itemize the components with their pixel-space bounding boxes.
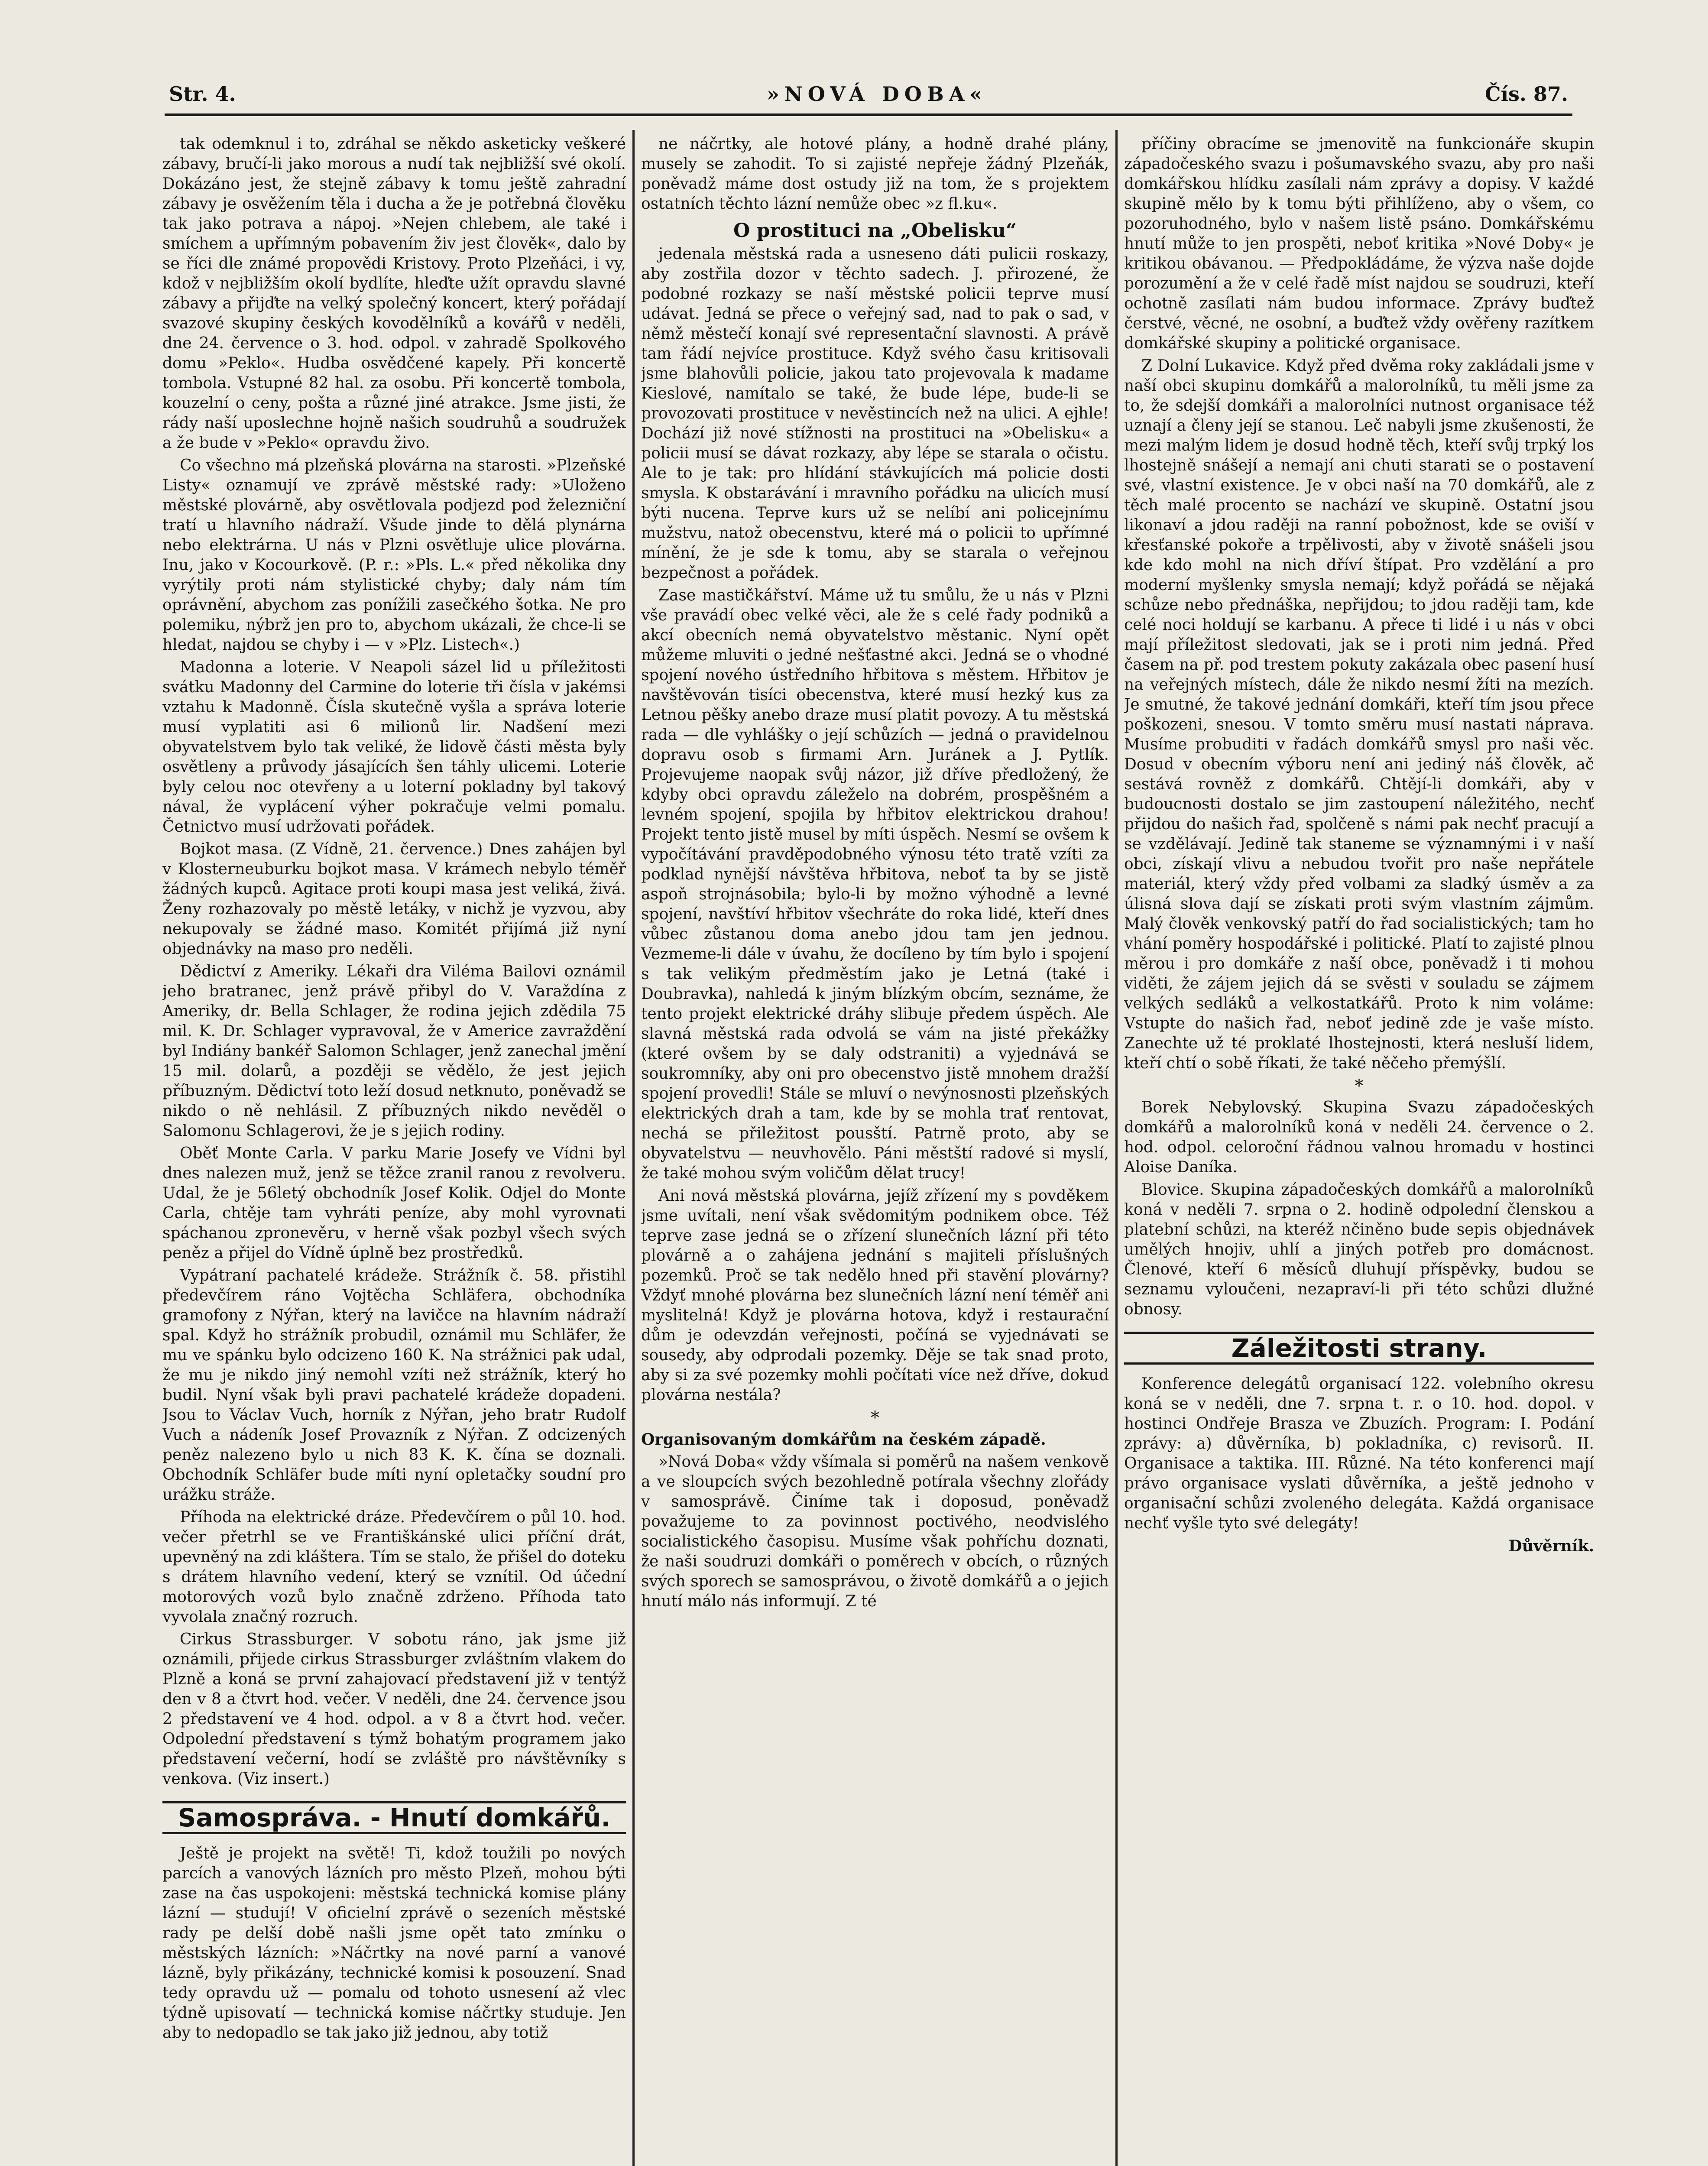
separator-star: * [871, 1408, 879, 1428]
article-paragraph: Borek Nebylovský. Skupina Svazu západočeských domkářů a malorolníků koná v neděli 24. července o 2. hod. odpol. celoroční řádnou valnou hromadu v hostinci Aloise Daníka. [1124, 1099, 1594, 1176]
column-divider [632, 130, 635, 2166]
article-paragraph: Oběť Monte Carla. V parku Marie Josefy ve Vídni byl dnes nalezen muž, jenž se těžce zranil ranou z revolveru. Udal, že je 56letý obchodník Josef Kolik. Odjel do Monte Carla, chtěje tam vyhráti peníze, aby mohl vyrovnati spáchanou zpronevěru, v herně však pozbyl všech svých peněz a přijel do Vídně úplně bez prostředků. [162, 1145, 626, 1262]
article-paragraph: Příhoda na elektrické dráze. Předevčírem o půl 10. hod. večer přetrhl se ve Františkánské ulici příční drát, upevněný na zdi kláštera. Tím se stalo, že přišel do doteku s drátem hlavního vedení, který se vznítil. Od účední motorových vozů bylo značně zdrženo. Příhoda tato vyvolala značný rozruch. [162, 1508, 626, 1626]
article-paragraph: jedenala městská rada a usneseno dáti pulicii roskazy, aby zostřila dozor v těchto sadech. J. přirozené, že podobné rozkazy se naší městské policii teprve musí udávat. Jedná se přece o veřejný sad, nad to pak o sad, v němž městečí konají své representační slavnosti. A právě tam řádí nejvíce prostituce. Když svého času kritisovali jsme blahovůli policie, jakou tato projevovala k madame Kieslové, namítalo se také, že bude lépe, bude-li se provozovati prostituce v nevěstincích než na ulici. A ejhle! Dochází již nové stížnosti na prostituci na »Obelisku« a policii musí se dávat rozkazy, aby lépe se starala o očistu. Ale to je tak: pro hlídání stávkujících má policie dosti smysla. K obstarávání i mravního pořádku na ulicích musí býti nucena. Teprve kurs už se nelíbí ani policejnímu mužstvu, natož obecenstvu, které má o policii to upřímné mínění, že je sde k tomu, aby se starala o veřejnou bezpečnost a pořádek. [641, 245, 1109, 582]
separator-star: * [1355, 1076, 1364, 1096]
column-1 [162, 134, 626, 2166]
article-paragraph: ne náčrtky, ale hotové plány, a hodně drahé plány, musely se zahodit. To si zajisté nepřeje žádný Plzeňák, poněvadž máme dost ostudy již na tom, že s projektem ostatních těchto lázní nemůže obec »z fl.ku«. [641, 135, 1109, 213]
article-paragraph: příčiny obracíme se jmenovitě na funkcionáře skupin západočeského svazu i pošumavského svazu, aby pro naši domkářskou hlídku zasílali nám zprávy a dopisy. V každé skupině mělo by k tomu býti přihlíženo, aby o všem, co pozoruhodného, bylo v našem listě psáno. Domkářskému hnutí může to jen prospěti, neboť kritika »Nové Doby« je kritikou obávanou. — Předpokládáme, že výzva naše dojde porozumění a že v celé řadě míst najdou se soudruzi, kteří ochotně zasílati nám budou informace. Zprávy buďtež čerstvé, věcné, ne osobní, a buďtež vždy ověřeny razítkem domkářské skupiny a politické organisace. [1124, 135, 1594, 352]
article-paragraph: Konference delegátů organisací 122. volebního okresu koná se v neděli, dne 7. srpna t. r. o 10. hod. dopol. v hostinci Ondřeje Brasza ve Zbuzích. Program: I. Podání zprávy: a) důvěrníka, b) pokladníka, c) revisorů. II. Organisace a taktika. III. Různé. Na této konferenci mají právo organisace vyslati důvěrníka, a ještě jednoho v organisační schůzi zvoleného delegáta. Každá organisace nechť vyšle tyto své delegáty! [1124, 1375, 1594, 1532]
signature: Důvěrník. [1508, 1537, 1594, 1555]
issue-number: Čís. 87. [1484, 82, 1568, 106]
article-paragraph: Ani nová městská plovárna, jejíž zřízení my s povděkem jsme uvítali, není však svědomitým podnikem obce. Též teprve zase jedná se o zřízení slunečních lázní při této plovárně a o zahájena jednání s majiteli příslušných pozemků. Proč se tak nedělo hned při stavění plovárny? Vždyť mnohé plovárna bez slunečních lázní není téměř ani myslitelná! Když je plovárna hotova, když i restaurační dům je odevzdán veřejnosti, počíná se vyjednávati se sousedy, aby odprodali pozemky. Děje se tak snad proto, aby si za své pozemky mohli počítati více než dříve, dokud plovárna nestála? [641, 1187, 1109, 1404]
page-header [169, 82, 1568, 108]
column-3 [1124, 134, 1594, 2166]
article-paragraph: Ještě je projekt na světě! Ti, kdož toužili po nových parcích a vanových lázních pro město Plzeň, mohou býti zase na čas uspokojeni: městská technická komise plány lázní — studují! V oficielní zprávě o sezeních městské rady pe delší době našli jsme opět tato zmínku o městských lázních: »Náčrtky na nové parní a vanové lázně, byly přikázány, technické komisi k posouzení. Snad tedy opravdu už — pomalu od tohoto usnesení až vlec týdně upisovatí — technická komise náčrtky studuje. Jen aby to nedopadlo se tak jako již jednou, aby totiž [162, 1845, 626, 2042]
column-divider [1115, 130, 1118, 2166]
article-lead: Organisovaným domkářům na českém západě. [641, 1430, 1046, 1449]
column-2 [641, 134, 1109, 2166]
article-paragraph: Vypátraní pachatelé krádeže. Strážník č. 58. přistihl předevčírem ráno Vojtěcha Schläfera, obchodníka gramofony z Nýřan, který na lavičce na hlavním nádraží spal. Když ho strážník probudil, oznámil mu Schläfer, že mu ve spánku bylo odcizeno 160 K. Na strážnici pak udal, že mu je nikdo jiný nemohl vzíti než strážník, který ho budil. Nyní však byli pravi pachatelé krádeže dopadeni. Jsou to Václav Vuch, horník z Nýřan, jeho bratr Rudolf Vuch a nádeník Josef Provazník z Nýřan. Z odcizených peněz nalezeno bylo u nich 83 K. K. čína se doznali. Obchodník Schläfer bude míti nyní opletačky soudní pro urážku stráže. [162, 1267, 626, 1504]
article-paragraph: Madonna a loterie. V Neapoli sázel lid u příležitosti svátku Madonny del Carmine do loterie tři čísla v jakémsi vztahu k Madonně. Čísla skutečně vyšla a správa loterie musí vyplatiti asi 6 milionů lir. Nadšení mezi obyvatelstvem bylo tak veliké, že lidově části města byly osvětleny a průvody jásajících šen táhly ulicemi. Loterie byly celou noc otevřeny a u loterní pokladny byl takový nával, že vyplácení výher pokračuje velmi pomalu. Četnictvo musí udržovati pořádek. [162, 658, 626, 836]
article-paragraph: Blovice. Skupina západočeských domkářů a malorolníků koná v neděli 7. srpna o 2. hodině odpolední členskou a platební schůzi, na kteréž nčiněno bude sepis objednávek umělých hnojiv, uhlí a jiných potřeb pro domácnost. Členové, kteří 6 měsíců dluhují příspěvky, budou se seznamu vyloučeni, nezapraví-li při této schůzi dlužné obnosy. [1124, 1181, 1594, 1318]
article-paragraph: Z Dolní Lukavice. Když před dvěma roky zakládali jsme v naší obci skupinu domkářů a malorolníků, tu měli jsme za to, že sdejší domkáři a malorolníci nutnost organisace též uznají a členy její se stanou. Leč nabyli jsme zkušenosti, že mezi malým lidem je dosud hodně těch, kteří svůj trpký los lhostejně snášejí a nemají ani chuti starati se o postavení své, vlastní existence. Je v obci naší na 70 domkářů, ale z těch malé procento se nachází ve skupině. Ostatní jsou likonaví a jdou raději na ranní pobožnost, kde se oviší v křesťanské pokoře a trpělivosti, aby v životě snášeli jsou kde kdo mohl na nich dříví štípat. Pro vzdělání a pro moderní myšlenky smysla nemají; když pořádá se nějaká schůze nebo přednáška, nepřijdou; to jdou raději tam, kde celé noci holdují se karbanu. A přece ti lidé i u nás v obci mají příležitost sledovati, jak se i proti nim jedná. Před časem na př. pod trestem pokuty zakázala obec pasení husí na veřejných místech, dále že nikdo nesmí žíti na mezích. Je smutné, že takové jednání domkáři, kteří tím jsou přece poškozeni, snesou. V tomto směru musí nastati náprava. Musíme probuditi v řadách domkářů smysl pro naši věc. Dosud v obecním výboru není ani jediný náš člověk, ač sestává rovněž z domkářů. Chtějí-li domkáři, aby v budoucnosti dostalo se jim zastoupení náležitého, nechť přijdou do našich řad, spolčeně s námi pak nechť pracují a se vzdělávají. Jedině tak staneme se významnými i v naší obci, získají vlivu a nebudou tvořit pro naše nepřátele materiál, který vždy před volbami za sladký úsměv a za úlisná slova dají se získati proti svým vlastním zájmům. Malý člověk venkovský patří do řad socialistických; tam ho vhání poměry hospodářské i politické. Platí to zajisté plnou měrou i pro domkáře z naší obce, poněvadž i ti mohou viděti, že zájem jejich dá se svěsti v souladu se zájmem velkých sedláků a velkostatkářů. Proto k nim voláme: Vstupte do našich řad, neboť jedině zde je vaše místo. Zanechte už té proklaté lhostejnosti, která nesluší lidem, kteří chtí o sobě říkati, že také něčeho přemýšlí. [1124, 357, 1594, 1072]
section-title: Samospráva. - Hnutí domkářů. [162, 1801, 626, 1834]
article-paragraph: tak odemknul i to, zdráhal se někdo asketicky veškeré zábavy, bručí-li jako morous a nudí tak nejbližší své okolí. Dokázáno jest, že stejně zábavy k tomu ještě zahradní zábavy je osvěžením těla i ducha a že je potřebná člověku tak jako potrava a nápoj. »Nejen chlebem, ale také i smíchem a upřímným pobavením živ jest člověk«, dalo by se říci dle známé propovědi Kristovy. Proto Plzeňáci, i vy, kdož v nejbližším okolí bydlíte, hleďte užít opravdu slavné zábavy a přijďte na velký společný koncert, který pořádají svazové skupiny českých kovodělníků a kovářů v neděli, dne 24. července o 3. hod. odpol. v zahradě Spolkového domu »Peklo«. Hudba osvědčené kapely. Při koncertě tombola. Vstupné 82 hal. za osobu. Při koncertě tombola, kouzelní o ceny, pošta a různé jiné atrakce. Jsme jisti, že rády naší uposlechne hojně našich soudruhů a soudružek a že bude v »Peklo« opravdu živo. [162, 135, 626, 452]
section-title: Záležitosti strany. [1124, 1332, 1594, 1365]
article-paragraph: Co všechno má plzeňská plovárna na starosti. »Plzeňské Listy« oznamují ve zprávě městské rady: »Uloženo městské plovárně, aby osvětlovala podjezd pod železniční tratí u hlavního nádraží. Všude jinde to dělá plynárna nebo elektrárna. U nás v Plzni osvětluje ulice plovárna. Inu, jako v Kocourkově. (P. r.: »Pls. L.« před několika dny vyrýtily proti nám stylistické chyby; daly nám tím oprávnění, abychom zas ponížili zasečkého šotka. Ne pro polemiku, nýbrž jen pro to, abychom ukázali, že chce-li se hledat, najdou se chyby i — v »Plz. Listech«.) [162, 457, 626, 654]
masthead-title: »NOVÁ DOBA« [767, 82, 988, 106]
page-label: Str. 4. [169, 82, 236, 106]
article-paragraph: »Nová Doba« vždy všímala si poměrů na našem venkově a ve sloupcích svých bezohledně potírala všechny zlořády v samosprávě. Činíme tak i doposud, poněvadž považujeme to za povinnost poctivého, neodvislého socialistického časopisu. Musíme však pohříchu doznati, že naši soudruzi domkáři o poměrech v obcích, o různých svých sporech se samosprávou, o životě domkářů a o jejich hnutí málo nás informují. Z té [641, 1453, 1109, 1610]
header-rule [165, 113, 1572, 116]
article-paragraph: Cirkus Strassburger. V sobotu ráno, jak jsme již oznámili, přijede cirkus Strassburger zvláštním vlakem do Plzně a koná se první zahajovací představení již v tentýž den v 8 a čtvrt hod. večer. V neděli, dne 24. července jsou 2 představení ve 4 hod. odpol. a v 8 a čtvrt hod. večer. Odpolední představení s týmž bohatým programem jako představení večerní, hodí se zvláště pro návštěvníky s venkova. (Viz insert.) [162, 1631, 626, 1788]
article-paragraph: Dědictví z Ameriky. Lékaři dra Viléma Bailovi oznámil jeho bratranec, jenž právě přibyl do V. Varaždína z Ameriky, dr. Bella Schlager, že rodina jejich zdědila 75 mil. K. Dr. Schlager vypravoval, že v Americe zavraždění byl Indiány bankéř Salomon Schlager, jenž zanechal jmění 15 mil. dolarů, a později se vědělo, že jest jejich příbuzným. Dědictví toto leží dosud netknuto, poněvadž se nikdo o ně nehlásil. Z příbuzných nikdo nevěděl o Salomonu Schlagerovi, že je s jejich rodiny. [162, 963, 626, 1140]
article-heading: O prostituci na „Obelisku“ [733, 220, 1017, 242]
article-paragraph: Bojkot masa. (Z Vídně, 21. července.) Dnes zahájen byl v Klosterneuburku bojkot masa. V krámech nebylo téměř žádných kupců. Agitace proti koupi masa jest veliká, živá. Ženy rozhazovaly po městě letáky, v nichž je vyzvou, aby nekupovaly se žádné maso. Komitét přijímá již nyní objednávky na maso pro neděli. [162, 840, 626, 958]
article-paragraph: Zase mastičkářství. Máme už tu smůlu, že u nás v Plzni vše pravádí obec velké věci, ale že s celé řady podniků a akcí obecních nemá obyvatelstvo městanic. Nyní opět můžeme mluviti o jedné nešťastné akci. Jedná se o vhodné spojení nového ústředního hřbitova s městem. Hřbitov je navštěvován tisíci obecenstva, které musí hezký kus za Letnou pěšky anebo draze musí platit povozy. A tu městská rada — dle vyhlášky o její schůzích — jedná o pravidelnou dopravu osob s firmami Arn. Juránek a J. Pytlík. Projevujeme naopak svůj názor, již dříve předložený, že kdyby obci opravdu záleželo na dobrém, prospěšném a levném spojení, spojila by hřbitov elektrickou drahou! Projekt tento jistě musel by míti úspěch. Nesmí se ovšem k vypočítávání pravděpodobného výnosu této tratě vzíti za podklad nynější návštěva hřbitova, neboť ta by se jistě aspoň strojnásobila; bylo-li by možno výhodně a levné spojení, navštíví hřbitov všechráte do roka lidé, kteří dnes vůbec zůstanou doma anebo jdou tam jen jednou. Vezmeme-li dále v úvahu, že docíleno by tím bylo i spojení s tak velikým předměstím jako je Letná (také i Doubravka), nahledá k jiným blízkým obcím, seznáme, že tento projekt elektrické dráhy slibuje předem úspěch. Ale slavná městská rada odvolá se vám na jisté překážky (které ovšem by se daly odstraniti) a vyjednává se soukromníky, aby oni pro obecenstvo jistě mnohem dražší spojení provedli! Stále se mluví o nevýnosnosti plzeňských elektrických drah a tam, kde by se mohla trať rentovat, nechá se přiležitost pousští. Patrně proto, aby se obyvatelstvu — neuvhovělo. Páni městští radové si myslí, že také mohou svým voličům dělat trucy! [641, 587, 1109, 1182]
